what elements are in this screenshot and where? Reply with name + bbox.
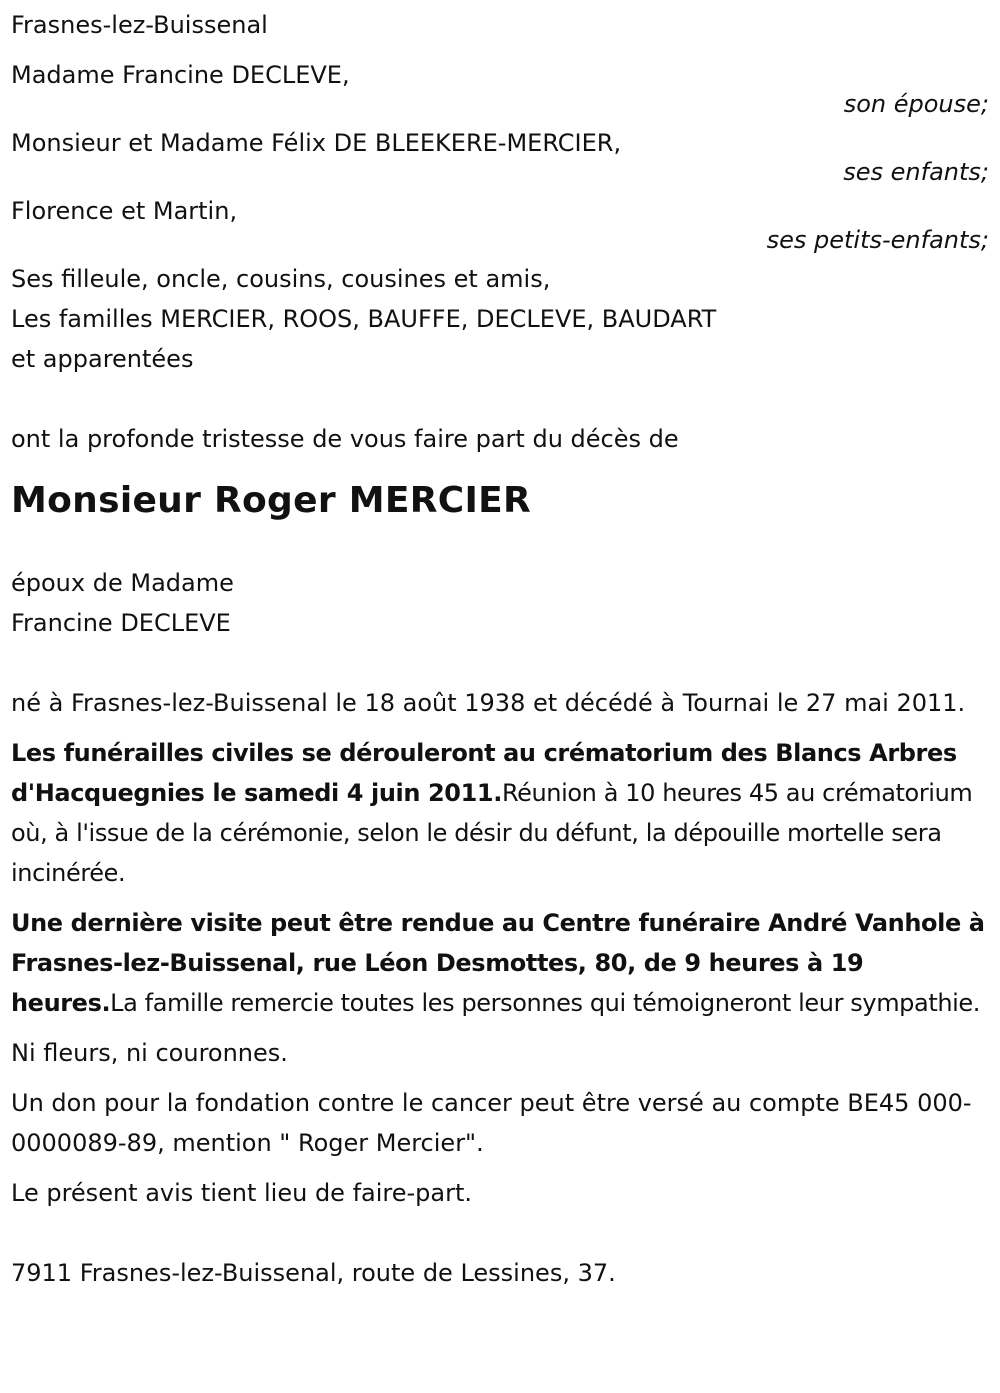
visit-thanks: La famille remercie toutes les personnes qui témoigneront leur sympathie.	[110, 989, 980, 1017]
funeral-ceremony: Réunion à 10 heures 45 au crématorium où, à l'issue de la cérémonie, selon le désir du défunt, la dépouille mortelle sera incinérée.	[11, 779, 973, 887]
notice-text: Le présent avis tient lieu de faire-part.	[11, 1179, 473, 1207]
funeral-paragraph	[11, 733, 989, 893]
other-relatives-line: et apparentées	[11, 345, 194, 373]
deceased-name: Monsieur Roger MERCIER	[11, 480, 532, 521]
announcement-text: ont la profonde tristesse de vous faire part du décès de	[11, 425, 679, 453]
town-heading: Frasnes-lez-Buissenal	[11, 11, 268, 39]
family-name: Madame Francine DECLEVE,	[11, 61, 350, 89]
family-relation: ses petits-enfants;	[766, 226, 989, 254]
family-name: Florence et Martin,	[11, 197, 238, 225]
family-entry-grandchildren	[11, 191, 989, 253]
birth-death-text: né à Frasnes-lez-Buissenal le 18 août 1938 et décédé à Tournai le 27 mai 2011.	[11, 689, 966, 717]
family-relation: son épouse;	[843, 90, 989, 118]
other-relatives-line: Ses filleule, oncle, cousins, cousines et amis,	[11, 265, 551, 293]
spouse-info	[11, 563, 989, 643]
donation-note: Un don pour la fondation contre le cancer peut être versé au compte BE45 000-0000089-89, mention " Roger Mercier".	[11, 1089, 972, 1157]
funeral-details: Les funérailles civiles se dérouleront au crématorium des Blancs Arbres d'Hacquegnies le samedi 4 juin 2011.	[11, 739, 957, 807]
other-relatives	[11, 259, 989, 379]
other-relatives-line: Les familles MERCIER, ROOS, BAUFFE, DECLEVE, BAUDART	[11, 305, 717, 333]
spouse-line: époux de Madame	[11, 569, 234, 597]
family-entry-children	[11, 123, 989, 185]
family-address: 7911 Frasnes-lez-Buissenal, route de Lessines, 37.	[11, 1259, 616, 1287]
flowers-note: Ni fleurs, ni couronnes.	[11, 1039, 288, 1067]
obituary-notice	[11, 5, 989, 1293]
visit-details: Une dernière visite peut être rendue au Centre funéraire André Vanhole à Frasnes-lez-Buissenal, rue Léon Desmottes, 80, de 9 heures à 19 heures.	[11, 909, 985, 1017]
visit-paragraph	[11, 903, 989, 1023]
family-relation: ses enfants;	[843, 158, 989, 186]
family-entry-spouse	[11, 55, 989, 117]
spouse-line: Francine DECLEVE	[11, 609, 231, 637]
family-name: Monsieur et Madame Félix DE BLEEKERE-MERCIER,	[11, 129, 622, 157]
